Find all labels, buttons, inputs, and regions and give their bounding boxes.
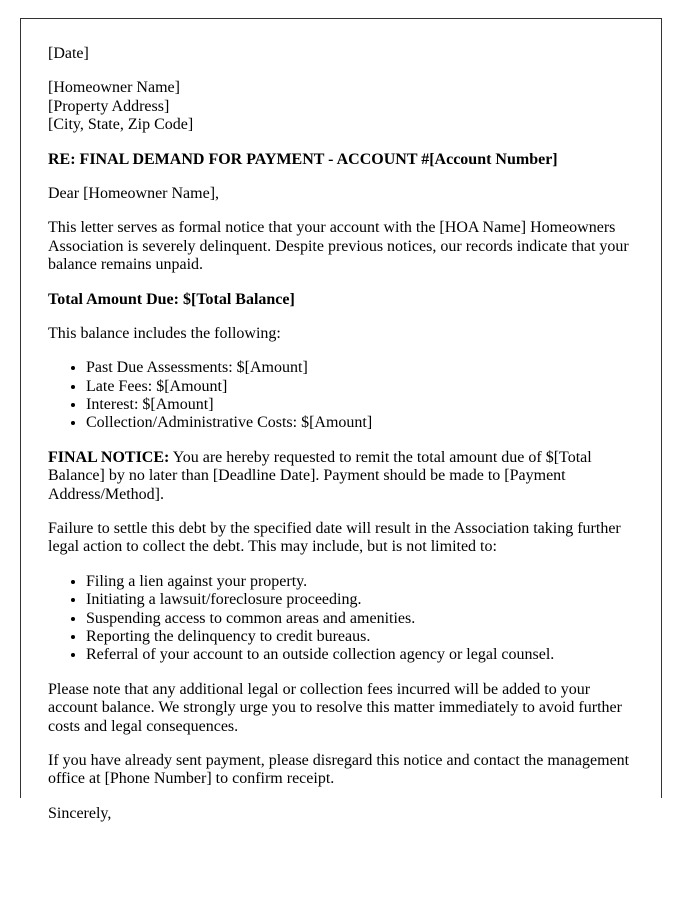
subject-line [48,151,632,169]
total-due-line [48,291,632,309]
list-item: • Late Fees: $[Amount] [86,378,632,396]
recipient-city-state-zip: [City, State, Zip Code] [48,116,194,134]
already-paid-paragraph: If you have already sent payment, please disregard this notice and contact the management office at [Phone Number] to confirm receipt. [48,751,630,788]
balance-items-list [48,359,632,433]
final-notice-label: FINAL NOTICE: [48,448,170,466]
recipient-address: [Property Address] [48,97,170,115]
letter-date: [Date] [48,45,89,62]
list-item: • Collection/Administrative Costs: $[Amount] [86,414,632,432]
list-item: • Reporting the delinquency to credit bureaus. [86,628,632,646]
list-item: • Initiating a lawsuit/foreclosure proceeding. [86,591,632,609]
subject-text: RE: FINAL DEMAND FOR PAYMENT - ACCOUNT #[Account Number] [48,150,558,168]
total-due-text: Total Amount Due: $[Total Balance] [48,290,295,308]
consequences-intro: Failure to settle this debt by the specified date will result in the Association taking further legal action to collect the debt. This may include, but is not limited to: [48,520,621,556]
closing: Sincerely, [48,804,112,822]
list-item: • Referral of your account to an outside collection agency or legal counsel. [86,646,632,664]
recipient-block [48,79,632,134]
final-notice-paragraph [48,449,632,504]
list-item: • Filing a lien against your property. [86,573,632,591]
intro-paragraph: This letter serves as formal notice that your account with the [HOA Name] Homeowners Association is severely delinquent. Despite previous notices, our records indicate that your balance remains unpaid. [48,219,629,274]
fees-note-paragraph: Please note that any additional legal or collection fees incurred will be added to your account balance. We strongly urge you to resolve this matter immediately to avoid further costs and legal consequences. [48,680,622,735]
salutation: Dear [Homeowner Name], [48,184,220,202]
consequence-items-list [48,573,632,665]
list-item: • Suspending access to common areas and amenities. [86,610,632,628]
final-notice-text: You are hereby requested to remit the total amount due of $[Total Balance] by no later than [Deadline Date]. Payment should be made to [Payment Address/Method]. [48,448,592,503]
balance-intro: This balance includes the following: [48,324,281,342]
letter-page [20,18,662,822]
list-item: • Interest: $[Amount] [86,396,632,414]
list-item: • Past Due Assessments: $[Amount] [86,359,632,377]
recipient-name: [Homeowner Name] [48,79,180,97]
